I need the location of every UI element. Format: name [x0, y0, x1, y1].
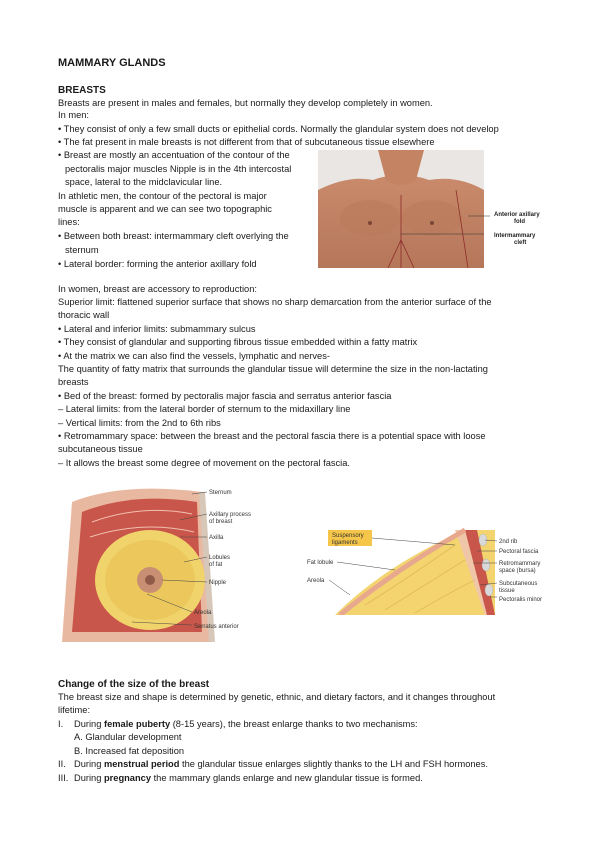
quantity-line-1: The quantity of fatty matrix that surrounds the glandular tissue will determine the size in the non-lactating [58, 364, 488, 374]
list-item-a: A. Glandular development [74, 732, 182, 742]
bed-line-2: – Lateral limits: from the lateral border of sternum to the midaxillary line [58, 404, 351, 414]
change-title: Change of the size of the breast [58, 679, 210, 690]
men-bullet-3b: pectoralis major muscles Nipple is in the 4th intercostal [65, 164, 292, 174]
fig2-label-lobules1: Lobules [209, 555, 231, 561]
fig3-label-pect-minor: Pectoralis minor [499, 597, 543, 603]
men-bullet-1: • They consist of only a few small ducts or epithelial cords. Normally the glandular system does not develop [58, 124, 499, 134]
retro-line-2: subcutaneous tissue [58, 444, 143, 454]
retro-line-1: • Retromammary space: between the breast and the pectoral fascia there is a potential space with loose [58, 431, 486, 441]
women-bullet-2: • They consist of glandular and supporting fibrous tissue embedded within a fatty matrix [58, 337, 418, 347]
superior-line-2: thoracic wall [58, 310, 110, 320]
women-bullet-1: • Lateral and inferior limits: submammary sulcus [58, 324, 256, 334]
fig3-label-pect-fascia: Pectoral fascia [499, 549, 539, 555]
in-men-label: In men: [58, 110, 90, 120]
fig2-label-axilla: Axilla [209, 535, 224, 541]
men-bullet-3c: space, lateral to the midclavicular line. [65, 177, 223, 187]
quantity-line-2: breasts [58, 377, 89, 387]
athletic-bullet-1a: • Between both breast: intermammary cleft overlying the [58, 231, 289, 241]
breast-anterior-figure [62, 482, 292, 642]
fig1-label-intermammary: Intermammary [494, 233, 536, 239]
change-intro-1: The breast size and shape is determined by genetic, ethnic, and dietary factors, and it changes throughout [58, 692, 496, 702]
fig2-label-serratus: Serratus anterior [194, 624, 239, 630]
fig2-label-areola: Areola [194, 610, 212, 616]
fig2-label-axillary2: of breast [209, 519, 233, 525]
men-bullet-2: • The fat present in male breasts is not different from that of subcutaneous tissue elsewhere [58, 137, 435, 147]
women-bullet-3: • At the matrix we can also find the vessels, lymphatic and nerves- [58, 351, 330, 361]
fig2-label-axillary1: Axillary process [209, 512, 252, 518]
fig2-label-lobules2: of fat [209, 562, 223, 568]
athletic-bullet-2: • Lateral border: forming the anterior axillary fold [58, 259, 257, 269]
breast-section-figure [305, 525, 550, 615]
movement-line: – It allows the breast some degree of movement on the pectoral fascia. [58, 458, 350, 468]
fig3-label-susp1: Suspensory [332, 533, 364, 539]
change-intro-2: lifetime: [58, 705, 91, 715]
fig3-label-fat-lobule: Fat lobule [307, 560, 334, 566]
athletic-bullet-1b: sternum [65, 245, 99, 255]
fig3-label-retro2: space (bursa) [499, 568, 536, 574]
list-item-ii: II. During menstrual period the glandular tissue enlarges slightly thanks to the LH and FSH hormones. [58, 759, 488, 769]
bed-line-1: • Bed of the breast: formed by pectoralis major fascia and serratus anterior fascia [58, 391, 392, 401]
fig3-label-subcut2: tissue [499, 588, 515, 594]
fig2-label-nipple: Nipple [209, 580, 227, 586]
fig1-label-fold: fold [514, 219, 525, 225]
athletic-line-2: muscle is apparent and we can see two topographic [58, 204, 272, 214]
superior-line-1: Superior limit: flattened superior surface that shows no sharp demarcation from the anterior surface of the [58, 297, 492, 307]
list-item-i: I. During female puberty (8-15 years), the breast enlarge thanks to two mechanisms: [58, 719, 418, 729]
fig1-label-cleft: cleft [514, 240, 527, 246]
women-intro: In women, breast are accessory to reproduction: [58, 284, 257, 294]
fig3-label-retro1: Retromammary [499, 561, 541, 567]
intro-text: Breasts are present in males and females, but normally they develop completely in women. [58, 98, 433, 108]
fig3-label-areola: Areola [307, 578, 325, 584]
bed-line-3: – Vertical limits: from the 2nd to 6th ribs [58, 418, 221, 428]
list-item-iii: III. During pregnancy the mammary glands enlarge and new glandular tissue is formed. [58, 773, 423, 783]
section-title: BREASTS [58, 85, 106, 96]
fig3-label-susp2: ligaments [332, 540, 358, 546]
fig2-label-sternum: Sternum [209, 490, 232, 496]
male-chest-figure [318, 150, 548, 270]
list-item-b: B. Increased fat deposition [74, 746, 185, 756]
fig3-label-rib: 2nd rib [499, 539, 518, 545]
fig3-label-subcut1: Subcutaneous [499, 581, 538, 587]
fig1-label-anterior: Anterior axillary [494, 212, 540, 218]
page-title: MAMMARY GLANDS [58, 57, 166, 69]
athletic-line-3: lines: [58, 217, 80, 227]
men-bullet-3a: • Breast are mostly an accentuation of the contour of the [58, 150, 290, 160]
athletic-line-1: In athletic men, the contour of the pectoral is major [58, 191, 267, 201]
